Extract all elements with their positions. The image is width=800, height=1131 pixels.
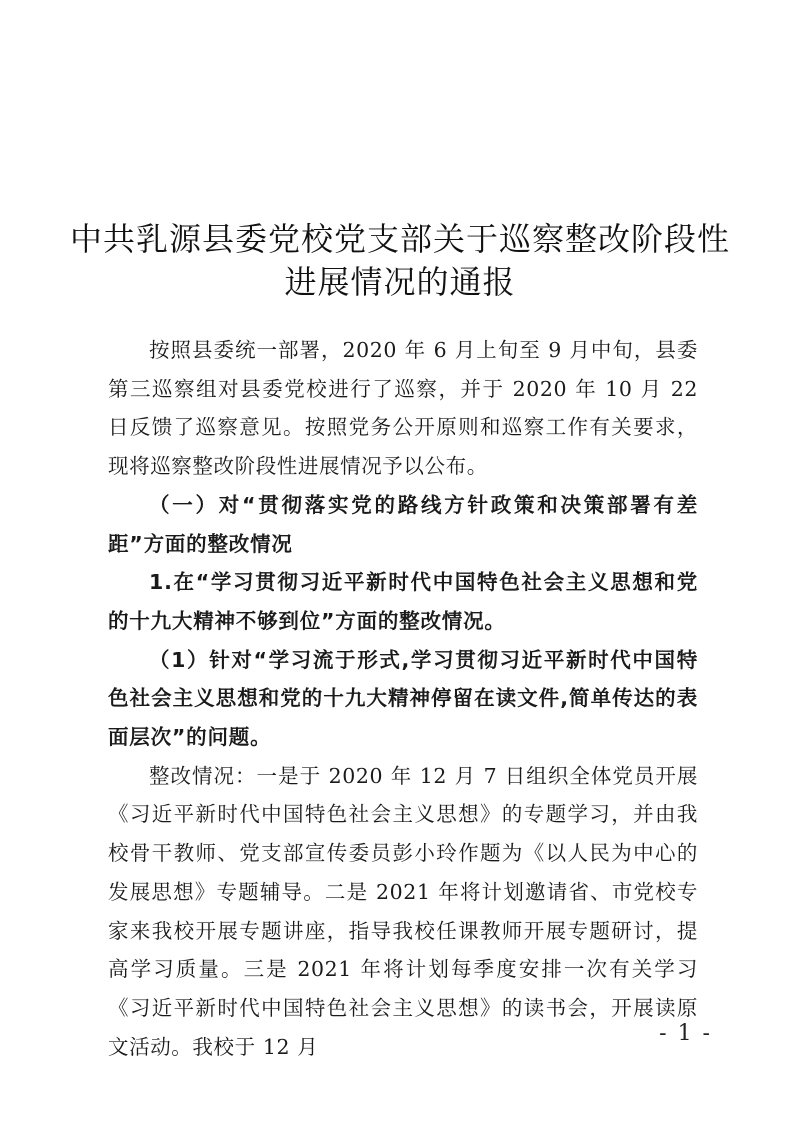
document-body [108,331,698,1066]
rectification-paragraph: 整改情况：一是于 2020 年 12 月 7 日组织全体党员开展《习近平新时代中国特色社会主义思想》的专题学习，并由我校骨干教师、党支部宣传委员彭小玲作题为《以人民为中心的发展思想》专题辅导。二是 2021 年将计划邀请省、市党校专家来我校开展专题讲座，指导我校任课教师开展专题研讨，提高学习质量。三是 2021 年将计划每季度安排一次有关学习《习近平新时代中国特色社会主义思想》的读书会，开展读原文活动。我校于 12 月 [108,763,698,1059]
page-number: - 1 - [659,1021,712,1046]
issue-heading-1: （1）针对“学习流于形式,学习贯彻习近平新时代中国特色社会主义思想和党的十九大精神停留在读文件,简单传达的表面层次”的问题。 [108,647,698,750]
intro-paragraph: 按照县委统一部署，2020 年 6 月上旬至 9 月中旬，县委第三巡察组对县委党校进行了巡察，并于 2020 年 10 月 22 日反馈了巡察意见。按照党务公开原则和巡察工作有关要求，现将巡察整改阶段性进展情况予以公布。 [108,338,698,479]
subsection-heading-1: 1.在“学习贯彻习近平新时代中国特色社会主义思想和党的十九大精神不够到位”方面的整改情况。 [108,570,698,633]
section-heading-1: （一）对“贯彻落实党的路线方针政策和决策部署有差距”方面的整改情况 [108,492,698,556]
document-title-line-1: 中共乳源县委党校党支部关于巡察整改阶段性 [69,220,730,258]
document-title-line-2: 进展情况的通报 [284,263,516,301]
